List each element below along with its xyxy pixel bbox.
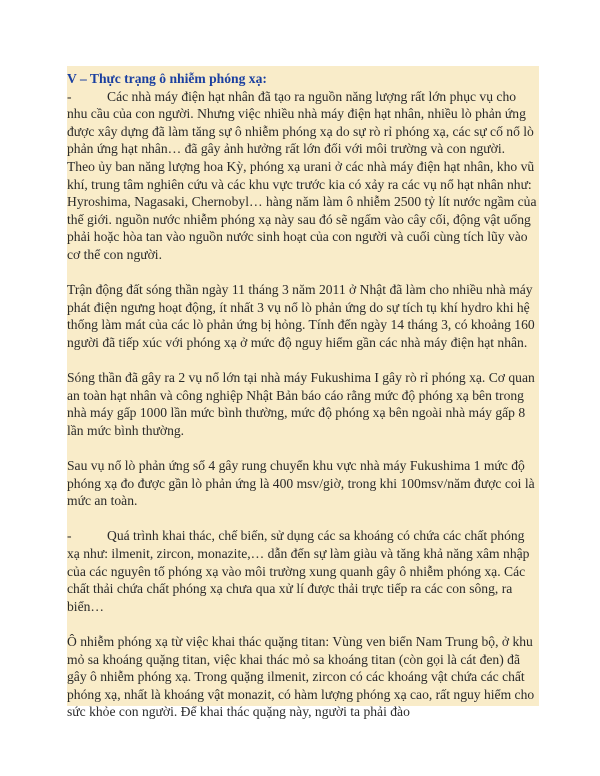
- paragraph-japan-earthquake: Trận động đất sóng thần ngày 11 tháng 3 năm 2011 ở Nhật đã làm cho nhiều nhà máy phát điện ngưng hoạt động, ít nhất 3 vụ nổ lò phản ứng do sự tích tụ khí hydro khi hệ thống làm mát của các lò phản ứng bị hỏng. Tính đến ngày 14 tháng 3, có khoảng 160 người đã tiếp xúc với phóng xạ ở mức độ nguy hiểm gần các nhà máy điện hạt nhân.: [67, 282, 535, 350]
- document-page: [67, 66, 539, 720]
- bullet-dash: -: [67, 88, 72, 104]
- paragraph-fukushima-explosions: Sóng thần đã gây ra 2 vụ nổ lớn tại nhà máy Fukushima I gây rò rỉ phóng xạ. Cơ quan an toàn hạt nhân và công nghiệp Nhật Bản báo cáo rằng mức độ phóng xạ bên trong nhà máy gấp 1000 lần mức bình thường, mức độ phóng xạ bên ngoài nhà máy gấp 8 lần mức bình thường.: [67, 370, 535, 438]
- section-heading: V – Thực trạng ô nhiễm phóng xạ:: [67, 71, 267, 86]
- paragraph-mining: [67, 527, 539, 615]
- paragraph-reactor-4: Sau vụ nổ lò phản ứng số 4 gây rung chuyển khu vực nhà máy Fukushima 1 mức độ phóng xạ đo được gần lò phản ứng là 400 msv/giờ, trong khi 100msv/năm được coi là mức an toàn.: [67, 458, 535, 509]
- document-content: [67, 66, 539, 721]
- bullet-dash: -: [67, 528, 72, 544]
- paragraph-titanium: Ô nhiễm phóng xạ từ việc khai thác quặng titan: Vùng ven biển Nam Trung bộ, ở khu mỏ sa khoáng quặng titan, việc khai thác mỏ sa khoáng titan (còn gọi là cát đen) đã gây ô nhiễm phóng xạ. Trong quặng ilmenit, zircon có các khoáng vật chứa các chất phóng xạ, nhất là khoáng vật monazit, có hàm lượng phóng xạ cao, rất nguy hiểm cho sức khỏe con người. Để khai thác quặng này, người ta phải đào: [67, 634, 535, 720]
- paragraph-nuclear-plants-text: Các nhà máy điện hạt nhân đã tạo ra nguồn năng lượng rất lớn phục vụ cho nhu cầu của con người. Nhưng việc nhiều nhà máy điện hạt nhân, nhiều lò phản ứng được xây dựng đã làm tăng sự ô nhiễm phóng xạ do sự rò rỉ phóng xạ, các sự cố nổ lò phản ứng hạt nhân… đã gây ảnh hưởng rất lớn đối với môi trường và con người.: [67, 88, 534, 157]
- paragraph-us-commission: Theo ủy ban năng lượng hoa Kỳ, phóng xạ urani ở các nhà máy điện hạt nhân, kho vũ khí, trung tâm nghiên cứu và các khu vực trước kia có xảy ra các vụ nổ hạt nhân như: Hyroshima, Nagasaki, Chernobyl… hàng năm làm ô nhiễm 2500 tỷ lít nước ngầm của thế giới. nguồn nước nhiễm phóng xạ này sau đó sẽ ngấm vào cây cối, động vật uống phải hoặc hòa tan vào nguồn nước sinh hoạt của con người và cuối cùng tích lũy vào cơ thể con người.: [67, 158, 537, 262]
- paragraph-nuclear-plants: [67, 88, 539, 158]
- paragraph-mining-text: Quá trình khai thác, chế biến, sử dụng các sa khoáng có chứa các chất phóng xạ như: ilmenit, zircon, monazite,… dẫn đến sự làm giàu và tăng khả năng xâm nhập của các nguyên tố phóng xạ vào môi trường xung quanh gây ô nhiễm phóng xạ. Các chất thải chứa chất phóng xạ chưa qua xử lí được thải trực tiếp ra các con sông, ra biển…: [67, 528, 530, 614]
